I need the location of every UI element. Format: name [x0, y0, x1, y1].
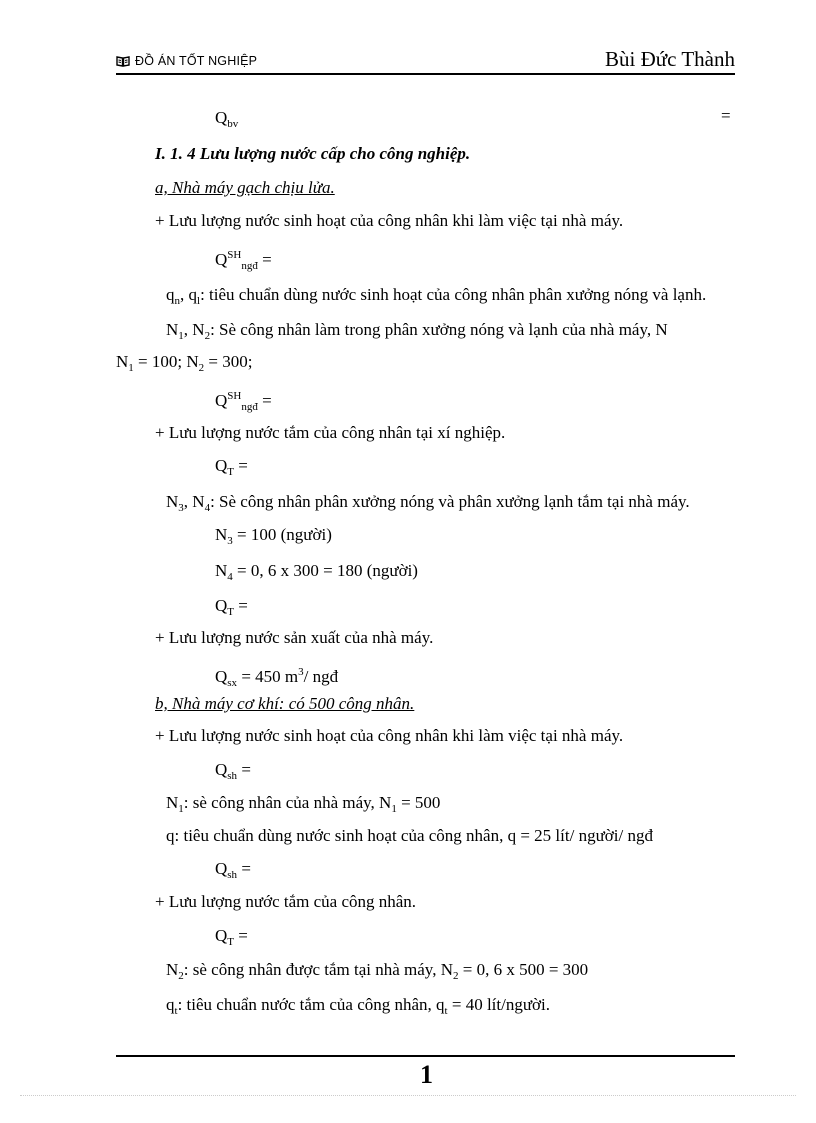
qt-formula: $Q_T$ =	[215, 926, 248, 948]
document-title: ĐỒ ÁN TỐT NGHIỆP	[135, 54, 258, 68]
paragraph: + Lưu lượng nước sản xuất của nhà máy.	[155, 628, 434, 647]
equals-sign: =	[721, 106, 731, 125]
paragraph: $N_2$: sè công nhân được tắm tại nhà máy, $N_2 = 0$, 6 x 500 = 300	[166, 960, 589, 982]
n3-value: $N_3 = 100$ (người)	[215, 525, 332, 547]
paragraph: q: tiêu chuẩn dùng nước sinh hoạt của công nhân, q = 25 lít/ người/ ngđ	[166, 826, 653, 845]
qsh-formula: $Q_{sh}$ =	[215, 760, 251, 782]
footer-rule	[116, 1055, 735, 1057]
subsection-b-title: b, Nhà máy cơ khí: có 500 công nhân.	[155, 694, 415, 713]
subsection-a-title: a, Nhà máy gạch chịu lửa.	[155, 178, 335, 197]
qt-formula: $Q_T$ =	[215, 596, 248, 618]
header-rule	[116, 73, 735, 75]
page-number: 1	[420, 1060, 433, 1089]
qsh-formula: $Q_{sh}$ =	[215, 859, 251, 881]
qbv-formula: $Q_{bv}$	[215, 108, 239, 130]
paragraph: $q_t$: tiêu chuẩn nước tắm của công nhân, $q_t = 40$ lít/người.	[166, 995, 551, 1017]
qsh-ngd-formula: $Q^{SH}_{ngđ}$ =	[215, 390, 272, 413]
paragraph: $N_1$, $N_2$: Sè công nhân làm trong phân xưởng nóng và lạnh của nhà máy, N	[166, 320, 668, 342]
paragraph: $q_n$, $q_l$: tiêu chuẩn dùng nước sinh hoạt của công nhân phân xưởng nóng và lạnh.	[166, 285, 707, 307]
header-left	[116, 54, 257, 68]
paragraph: + Lưu lượng nước sinh hoạt của công nhân khi làm việc tại nhà máy.	[155, 726, 624, 745]
author-name: Bùi Đức Thành	[605, 47, 735, 71]
book-icon	[116, 56, 130, 67]
paragraph: + Lưu lượng nước sinh hoạt của công nhân khi làm việc tại nhà máy.	[155, 211, 624, 230]
qt-formula: $Q_T$ =	[215, 456, 248, 478]
paragraph: $N_3$, $N_4$: Sè công nhân phân xưởng nóng và phân xưởng lạnh tắm tại nhà máy.	[166, 492, 690, 514]
paragraph: + Lưu lượng nước tắm của công nhân.	[155, 892, 417, 911]
qsh-ngd-formula: $Q^{SH}_{ngđ}$ =	[215, 249, 272, 272]
section-heading: I. 1. 4 Lưu lượng nước cấp cho công nghiệp.	[155, 144, 471, 163]
paragraph: + Lưu lượng nước tắm của công nhân tại xí nghiệp.	[155, 423, 506, 442]
n4-value: $N_4 = 0$, 6 x 300 = 180 (người)	[215, 561, 418, 583]
page-edge-dots	[20, 1095, 796, 1096]
qsx-formula: $Q_{sx} = 450$ $m^3/$ ngđ	[215, 666, 339, 689]
paragraph: $N_1 = 100$; $N_2 = 300$;	[116, 352, 253, 374]
paragraph: $N_1$: sè công nhân của nhà máy, $N_1 = 500$	[166, 793, 441, 815]
